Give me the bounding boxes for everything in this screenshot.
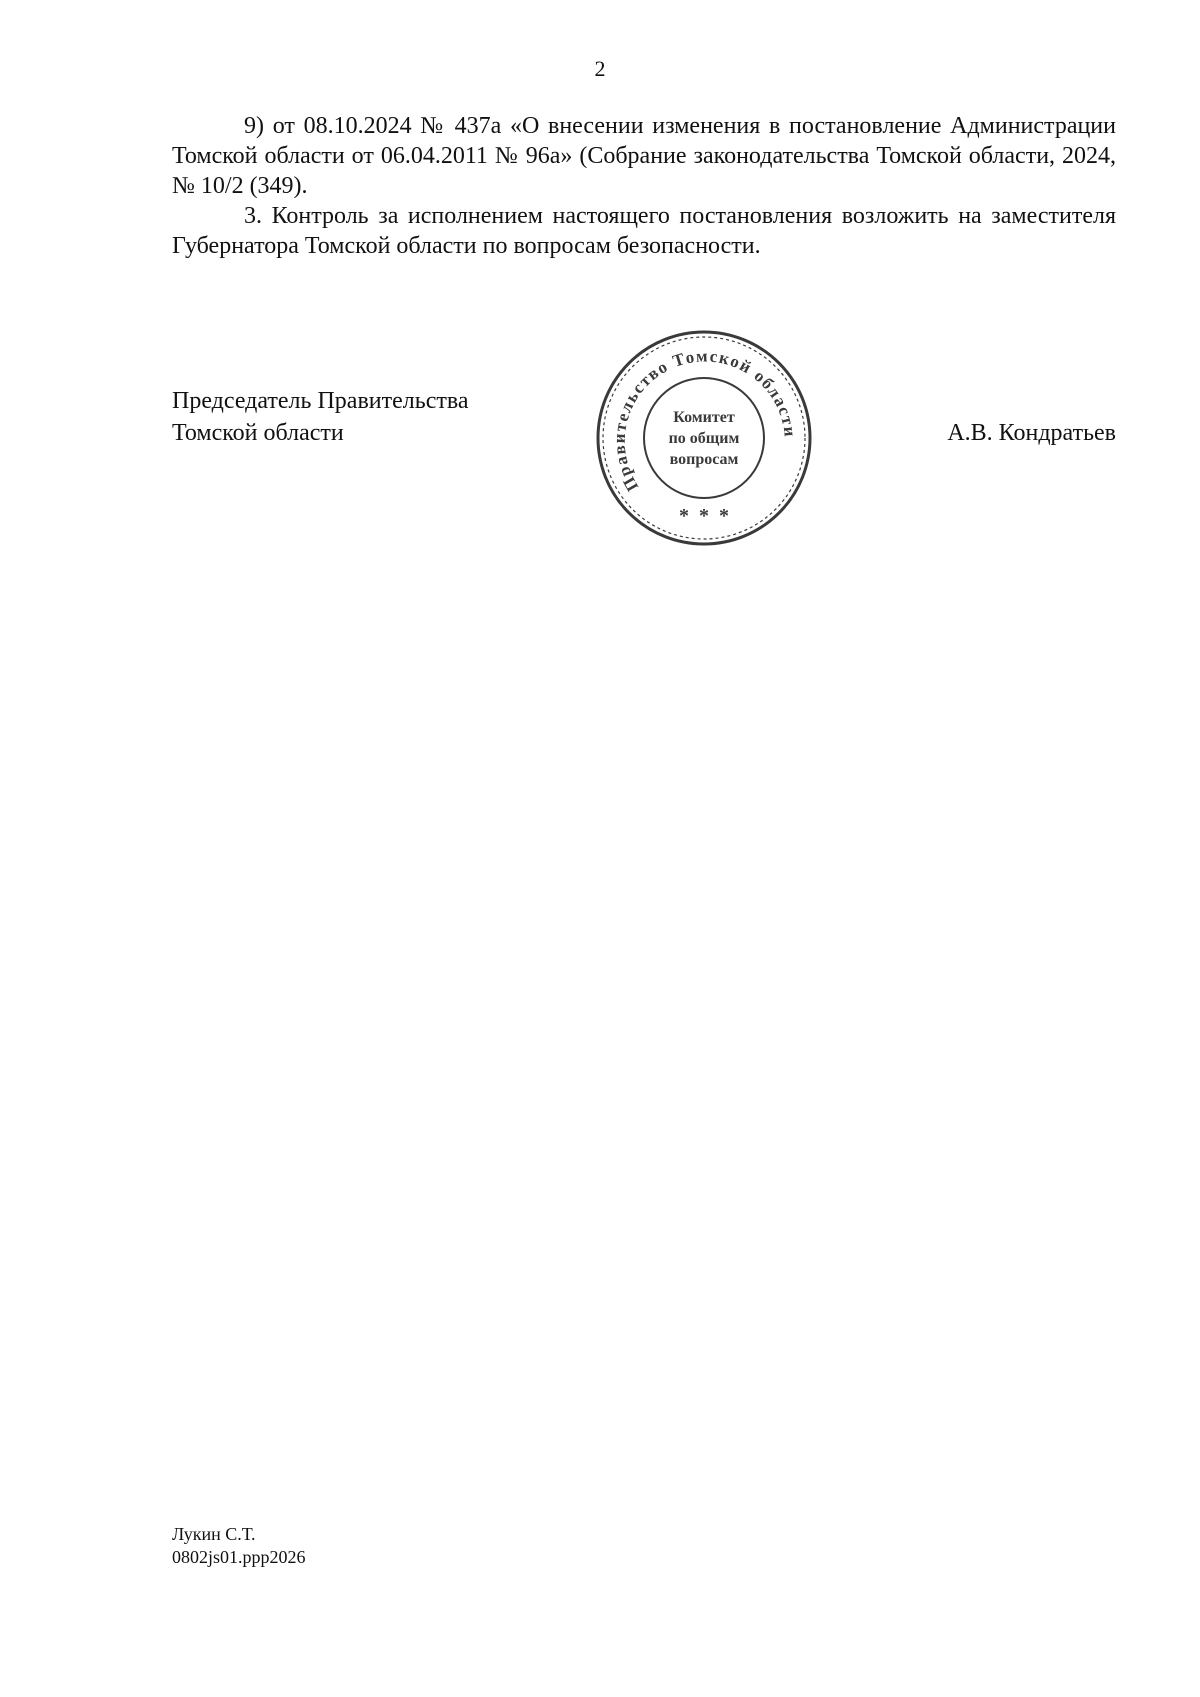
signatory-position-line1: Председатель Правительства [172,388,469,414]
official-stamp [594,328,814,548]
stamp-center-line3: вопросам [669,451,739,468]
executor-name: Лукин С.Т. [172,1524,256,1544]
signatory-position-line2: Томской области [172,420,344,446]
page-number: 2 [594,56,606,81]
paragraph-item-9: 9) от 08.10.2024 № 437а «О внесении изменения в постановление Администрации Томской области от 06.04.2011 № 96а» (Собрание законодательства Томской области, 2024, № 10/2 (349). [172,113,1116,199]
signatory-name: А.В. Кондратьев [947,420,1116,446]
stamp-center-line1: Комитет [673,409,735,426]
stamp-graphic [594,328,814,548]
stamp-stars: * * * [679,505,729,527]
file-code: 0802js01.ppp2026 [172,1547,306,1567]
paragraph-control: 3. Контроль за исполнением настоящего постановления возложить на заместителя Губернатора Томской области по вопросам безопасности. [172,203,1116,259]
stamp-ring-text: Правительство Томской области [609,346,800,495]
document-body [172,111,1116,261]
stamp-center-line2: по общим [668,430,740,447]
signatory-position [172,385,469,449]
footer [172,1523,306,1569]
